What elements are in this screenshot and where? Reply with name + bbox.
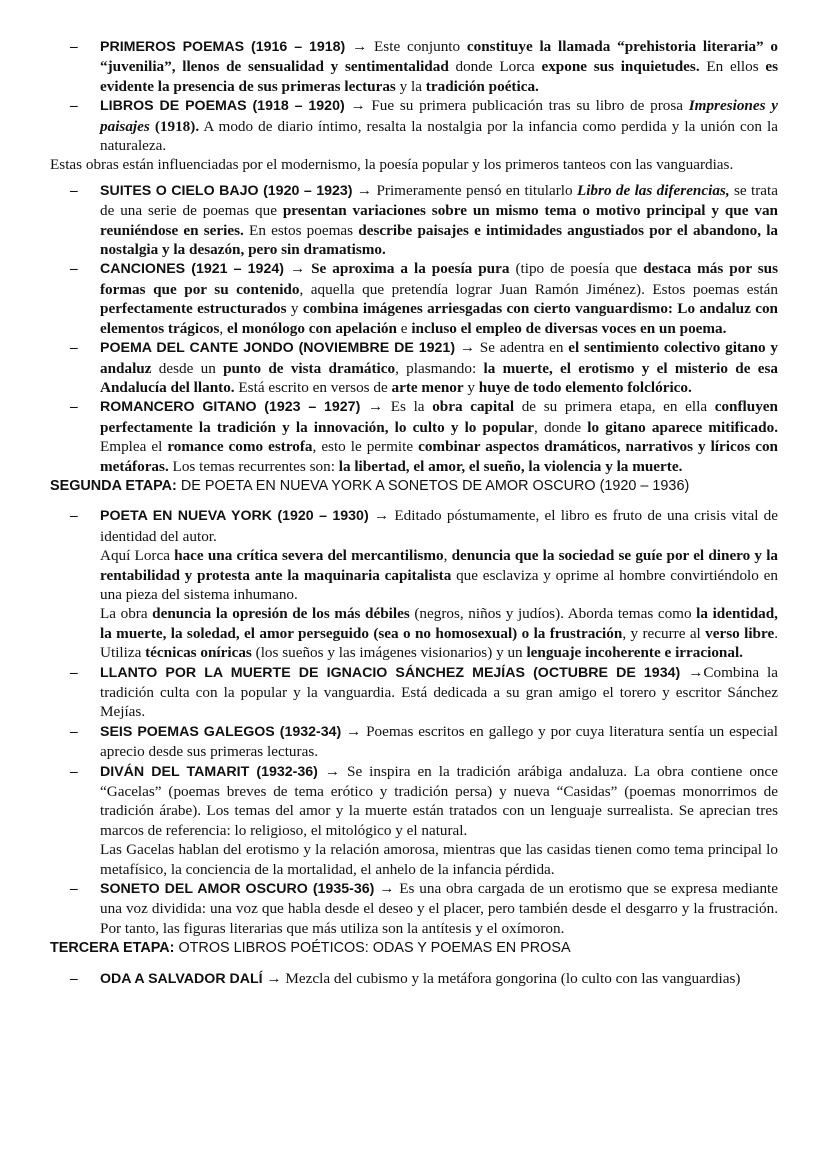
text-segment: la muerte, el erotismo y el misterio de esa Andalucía del llanto. <box>100 359 778 396</box>
heading-tercera-label: TERCERA ETAPA: <box>50 940 175 957</box>
text-segment: (los sueños y las imágenes visionarios) y un <box>251 644 527 662</box>
list-item <box>50 663 778 722</box>
text-segment: confluyen perfectamente la tradición y la innovación, lo culto y lo popular <box>100 398 778 436</box>
text-segment: Poemas escritos en gallego y por cuya literatura sentía un especial aprecio desde sus primeras lecturas. <box>100 722 779 761</box>
item-extra-paragraph <box>100 840 778 879</box>
text-segment: (1918). <box>149 117 200 135</box>
text-segment: arte menor <box>391 378 464 396</box>
text-segment: . Utiliza <box>100 624 778 662</box>
text-segment: tradición poética. <box>425 77 539 95</box>
text-segment: En ellos <box>699 58 766 76</box>
arrow-icon: → <box>356 181 373 199</box>
text-segment: se trata de una serie de poemas que <box>100 181 778 220</box>
text-segment: e <box>396 319 412 337</box>
text-segment: Se aproxima a la poesía pura <box>311 260 510 278</box>
text-segment: expone sus inquietudes. <box>541 58 700 76</box>
text-segment: , y recurre al <box>622 624 706 642</box>
text-segment: lo gitano aparece mitificado. <box>587 418 778 436</box>
text-segment: (negros, niños y judíos). Aborda temas como <box>409 605 697 623</box>
list-item <box>50 506 778 662</box>
text-segment: Emplea el <box>100 438 168 456</box>
text-segment: Combina la tradición culta con la popular y la vanguardia. Está dedicada a su gran amigo el torero y escritor Sánchez Mejías. <box>100 663 778 721</box>
arrow-icon: → <box>324 762 341 780</box>
text-segment: lenguaje incoherente e irracional. <box>526 644 743 662</box>
item-title: ODA A SALVADOR DALÍ <box>100 970 263 987</box>
text-segment: , plasmando: <box>395 359 484 377</box>
text-segment: técnicas oníricas <box>145 644 252 662</box>
text-segment: Está escrito en versos de <box>234 378 392 396</box>
text-segment: y la <box>395 77 426 95</box>
arrow-icon: → <box>373 507 390 525</box>
text-segment: denuncia que la sociedad se guíe por el dinero y la rentabilidad y protesta ante la maquinaria capitalista <box>100 547 779 584</box>
bullet-dash: – <box>70 181 78 199</box>
text-segment: , <box>443 547 452 565</box>
intro-paragraph: Estas obras están influenciadas por el modernismo, la poesía popular y los primeros tanteos con las vanguardias. <box>50 156 734 174</box>
text-segment: el sentimiento colectivo gitano y andaluz <box>100 339 778 377</box>
bullet-dash: – <box>70 880 78 898</box>
text-segment: combinar aspectos dramáticos, narrativos y líricos con metáforas. <box>100 438 778 475</box>
list-item <box>50 969 778 989</box>
text-segment: A modo de diario íntimo, resalta la nostalgia por la infancia como perdida y la unión con la naturaleza. <box>100 117 778 155</box>
arrow-icon: → <box>289 260 306 278</box>
list-segunda-etapa <box>50 506 778 938</box>
text-segment: Aquí Lorca <box>100 547 175 565</box>
text-segment: En estos poemas <box>243 221 359 239</box>
text-segment: obra capital <box>432 398 515 416</box>
text-segment: donde Lorca <box>448 58 542 76</box>
text-segment: huye de todo elemento folclórico. <box>478 378 692 396</box>
text-segment: verso libre <box>705 624 775 642</box>
arrow-icon: → <box>367 398 384 416</box>
arrow-icon: → <box>346 722 362 740</box>
heading-segunda-label: SEGUNDA ETAPA: <box>50 477 177 494</box>
heading-segunda-text: DE POETA EN NUEVA YORK A SONETOS DE AMOR OSCURO (1920 – 1936) <box>176 477 690 494</box>
item-title: LIBROS DE POEMAS (1918 – 1920) <box>100 98 345 115</box>
text-segment: Se inspira en la tradición arábiga andaluza. La obra contiene once “Gacelas” (poemas breves de tema erótico y tradición persa) y nueva “Casidas” (poemas monorrimos de tradición árabe). Los temas del amor y la muerte están tratados con un lenguaje surrealista. Se aprecian tres marcos de referencia: lo religioso, el mitológico y el natural. <box>100 762 778 839</box>
text-segment: Las Gacelas hablan del erotismo y la relación amorosa, mientras que las casidas tienen como tema principal lo metafísico, la conciencia de la mortalidad, el anhelo de la infancia pérdida. <box>100 841 778 878</box>
text-segment: que esclaviza y oprime al hombre convirtiéndolo en una pieza del sistema inhumano. <box>100 566 778 603</box>
heading-tercera-text: OTROS LIBROS POÉTICOS: ODAS Y POEMAS EN PROSA <box>174 940 571 957</box>
text-segment: , <box>219 319 227 337</box>
item-title: CANCIONES (1921 – 1924) <box>100 261 284 278</box>
text-segment: combina imágenes arriesgadas con cierto vanguardismo: Lo andaluz con elementos trágicos <box>100 300 778 337</box>
item-title: PRIMEROS POEMAS (1916 – 1918) <box>100 39 346 55</box>
bullet-dash: – <box>70 663 78 681</box>
text-segment: presentan variaciones sobre un mismo tema o motivo principal y que van reuniéndose en series. <box>100 202 778 239</box>
text-segment: (tipo de poesía que <box>509 260 644 278</box>
arrow-icon: → <box>459 339 475 357</box>
list-primera-etapa-a <box>50 37 778 155</box>
arrow-icon: → <box>350 97 366 115</box>
text-segment: hace una crítica severa del mercantilismo <box>174 547 444 565</box>
text-segment: constituye la llamada “prehistoria literaria” o “juvenilia”, llenos de sensualidad y sentimentalidad <box>100 38 779 76</box>
item-title: LLANTO POR LA MUERTE DE IGNACIO SÁNCHEZ MEJÍAS (OCTUBRE DE 1934) <box>100 664 681 681</box>
list-item <box>50 181 778 260</box>
text-segment: y <box>463 378 479 396</box>
text-segment: Impresiones y paisajes <box>100 97 779 135</box>
item-title: SONETO DEL AMOR OSCURO (1935-36) <box>100 881 375 898</box>
item-title: SUITES O CIELO BAJO (1920 – 1923) <box>100 182 353 199</box>
text-segment: Es una obra cargada de un erotismo que se expresa mediante una voz dividida: una voz que habla desde el deseo y el placer, pero también desde el desgarro y la frustración. Por tanto, las figuras literarias que más utiliza son la antítesis y el oxímoron. <box>100 880 779 937</box>
text-segment: es evidente la presencia de sus primeras lecturas <box>100 58 778 95</box>
text-segment: romance como estrofa <box>167 438 313 456</box>
text-segment: la identidad, la muerte, la soledad, el amor perseguido (sea o no homosexual) o la frustración <box>100 605 778 642</box>
bullet-dash: – <box>70 762 78 780</box>
text-segment: , esto le permite <box>312 438 419 456</box>
text-segment: Mezcla del cubismo y la metáfora gongorina (lo culto con las vanguardias) <box>281 969 741 987</box>
list-item <box>50 722 778 762</box>
list-item <box>50 762 778 879</box>
arrow-icon: → <box>379 880 395 898</box>
text-segment: describe paisajes e intimidades angustiados por el abandono, la nostalgia y la desazón, pero sin dramatismo. <box>100 221 779 259</box>
text-segment: Libro de las diferencias, <box>576 181 730 199</box>
list-tercera-etapa <box>50 969 778 989</box>
text-segment: Este conjunto <box>367 38 467 55</box>
text-segment: perfectamente estructurados <box>100 300 287 318</box>
bullet-dash: – <box>70 722 78 740</box>
heading-tercera-etapa <box>50 938 778 958</box>
list-item <box>50 96 778 155</box>
bullet-dash: – <box>70 398 78 416</box>
text-segment: incluso el empleo de diversas voces en un poema. <box>411 319 727 337</box>
item-title: SEIS POEMAS GALEGOS (1932-34) <box>100 723 342 740</box>
item-title: ROMANCERO GITANO (1923 – 1927) <box>100 399 361 416</box>
arrow-icon: → <box>266 969 282 987</box>
text-segment: el monólogo con apelación <box>226 319 397 337</box>
item-title: DIVÁN DEL TAMARIT (1932-36) <box>100 763 318 780</box>
text-segment: denuncia la opresión de los más débiles <box>152 605 410 623</box>
list-item <box>50 338 778 397</box>
text-segment: Primeramente pensó en titularlo <box>372 181 577 199</box>
bullet-dash: – <box>70 507 78 525</box>
text-segment: y <box>286 300 303 318</box>
text-segment: , aquella que pretendía lograr Juan Ramón Jiménez). Estos poemas están <box>299 280 778 298</box>
bullet-dash: – <box>70 97 78 115</box>
item-extra-paragraph <box>100 604 778 662</box>
text-segment: punto de vista dramático <box>223 359 396 377</box>
arrow-icon: → <box>688 663 704 681</box>
text-segment: destaca más por sus formas que por su contenido <box>100 260 779 298</box>
text-segment: La obra <box>100 605 153 623</box>
list-primera-etapa-b <box>50 181 778 476</box>
text-segment: la libertad, el amor, el sueño, la violencia y la muerte. <box>338 457 683 475</box>
list-item <box>50 37 778 96</box>
text-segment: Es la <box>383 398 433 416</box>
heading-segunda-etapa <box>50 476 778 496</box>
text-segment: desde un <box>151 359 224 377</box>
text-segment: , donde <box>534 418 588 436</box>
bullet-dash: – <box>70 38 78 55</box>
bullet-dash: – <box>70 260 78 278</box>
arrow-icon: → <box>352 38 368 55</box>
item-title: POEMA DEL CANTE JONDO (NOVIEMBRE DE 1921) <box>100 340 456 357</box>
text-segment-wrap <box>577 182 730 199</box>
bullet-dash: – <box>70 969 78 987</box>
text-segment: de su primera etapa, en ella <box>514 398 715 416</box>
list-item <box>50 259 778 338</box>
item-title: POETA EN NUEVA YORK (1920 – 1930) <box>100 508 369 525</box>
list-item <box>50 879 778 938</box>
text-segment: Fue su primera publicación tras su libro de prosa <box>365 97 689 115</box>
text-segment: Los temas recurrentes son: <box>168 457 339 475</box>
item-extra-paragraph <box>100 546 778 604</box>
text-segment: Editado póstumamente, el libro es fruto de una crisis vital de identidad del autor. <box>100 507 779 545</box>
list-item <box>50 397 778 476</box>
bullet-dash: – <box>70 339 78 357</box>
text-segment: Se adentra en <box>475 339 569 357</box>
